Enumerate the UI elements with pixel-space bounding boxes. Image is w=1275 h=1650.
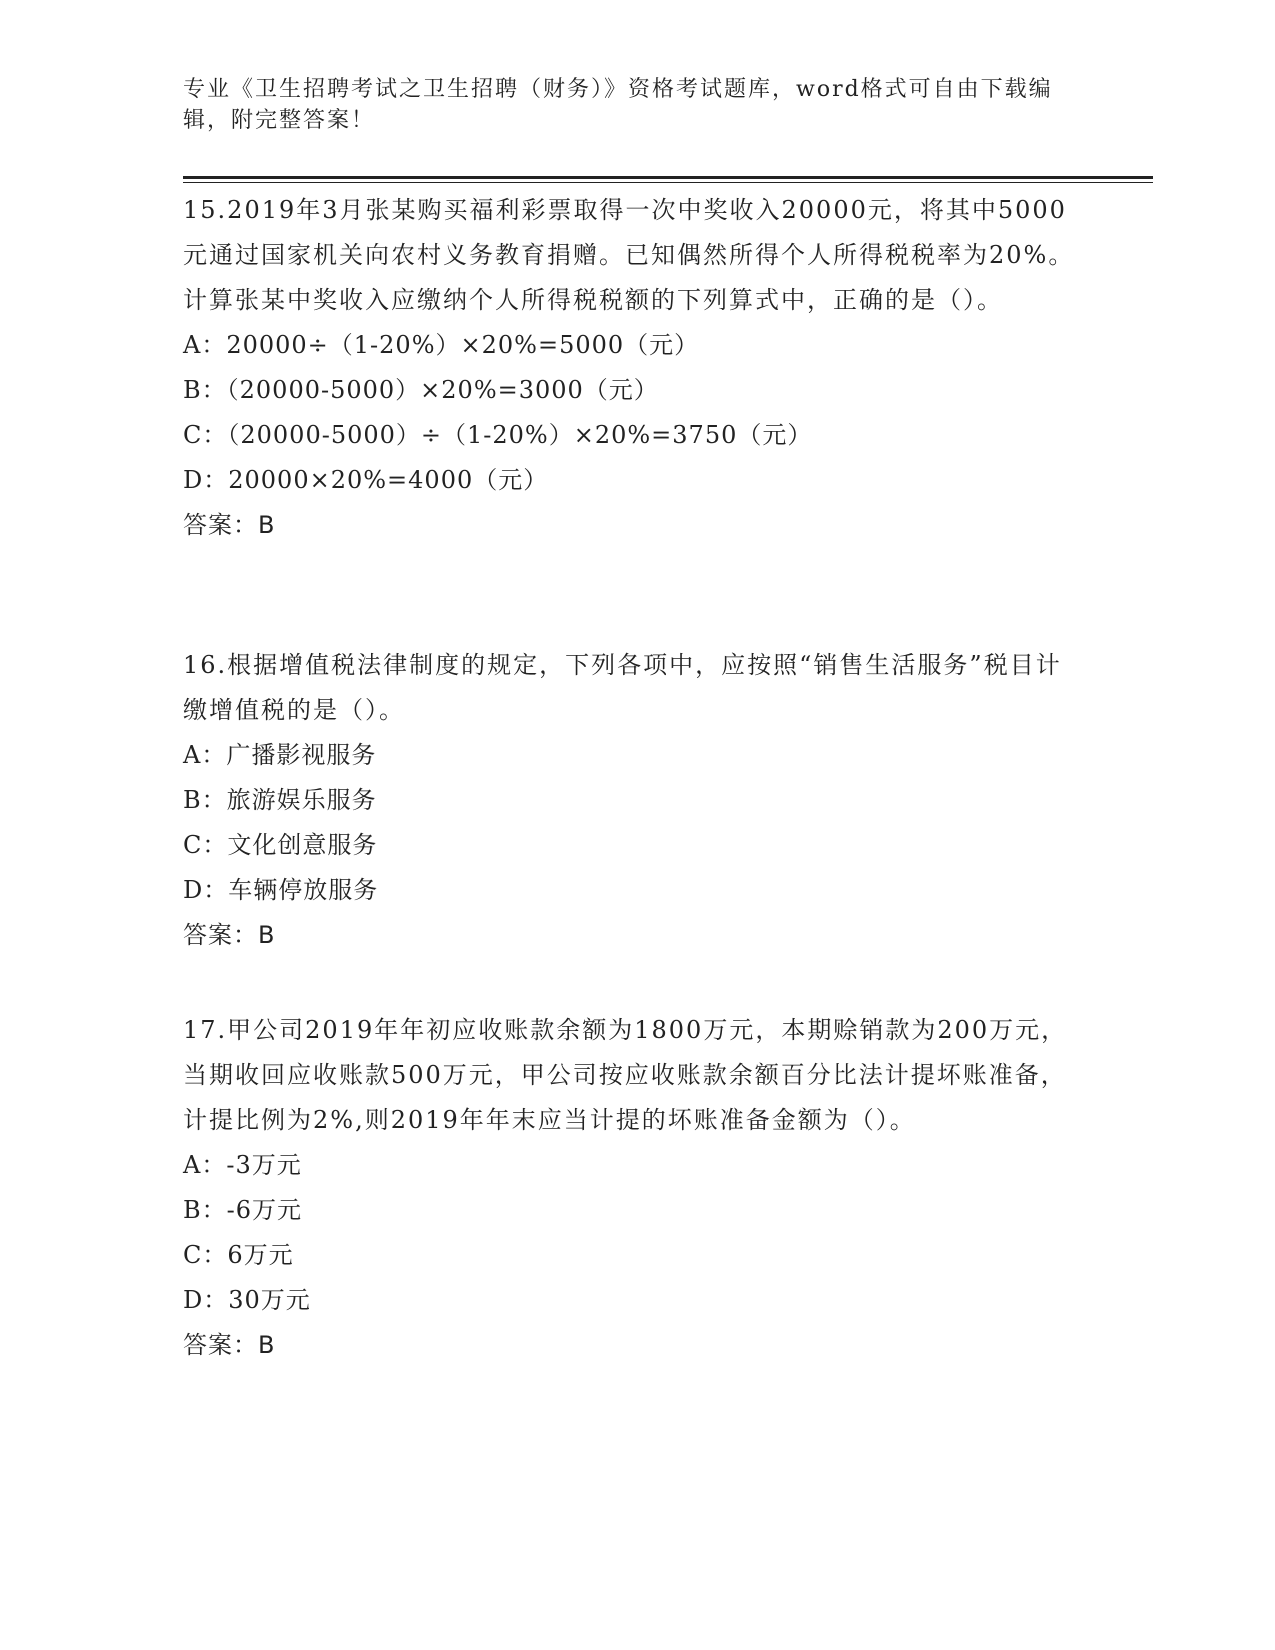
option-c: C：文化创意服务 <box>183 831 378 859</box>
question-15 <box>183 188 1083 548</box>
option-b: B：旅游娱乐服务 <box>183 786 377 814</box>
option-a: A：广播影视服务 <box>183 741 377 769</box>
document-header: 专业《卫生招聘考试之卫生招聘（财务）》资格考试题库，word格式可自由下载编辑，附完整答案！ <box>183 77 1053 133</box>
option-a: A：20000÷（1-20%）×20%=5000（元） <box>183 331 700 359</box>
option-c: C：（20000-5000）÷（1-20%）×20%=3750（元） <box>183 421 813 449</box>
header-divider-thick <box>183 176 1153 179</box>
question-16 <box>183 643 1083 958</box>
option-d: D：车辆停放服务 <box>183 876 379 904</box>
answer: 答案：B <box>183 1331 276 1359</box>
question-text: 17.甲公司2019年年初应收账款余额为1800万元，本期赊销款为200万元，当期收回应收账款500万元，甲公司按应收账款余额百分比法计提坏账准备，计提比例为2%,则2019年年末应当计提的坏账准备金额为（）。 <box>183 1016 1068 1134</box>
question-17 <box>183 1008 1083 1368</box>
answer: 答案：B <box>183 921 276 949</box>
header-divider-thin <box>183 182 1153 183</box>
option-b: B：-6万元 <box>183 1196 303 1224</box>
option-c: C：6万元 <box>183 1241 294 1269</box>
option-d: D：30万元 <box>183 1286 311 1314</box>
option-b: B：（20000-5000）×20%=3000（元） <box>183 376 659 404</box>
question-text: 16.根据增值税法律制度的规定，下列各项中，应按照“销售生活服务”税目计缴增值税的是（）。 <box>183 651 1062 724</box>
question-text: 15.2019年3月张某购买福利彩票取得一次中奖收入20000元，将其中5000元通过国家机关向农村义务教育捐赠。已知偶然所得个人所得税税率为20%。计算张某中奖收入应缴纳个人所得税税额的下列算式中，正确的是（）。 <box>183 196 1075 314</box>
answer: 答案：B <box>183 511 276 539</box>
option-d: D：20000×20%=4000（元） <box>183 466 549 494</box>
option-a: A：-3万元 <box>183 1151 302 1179</box>
